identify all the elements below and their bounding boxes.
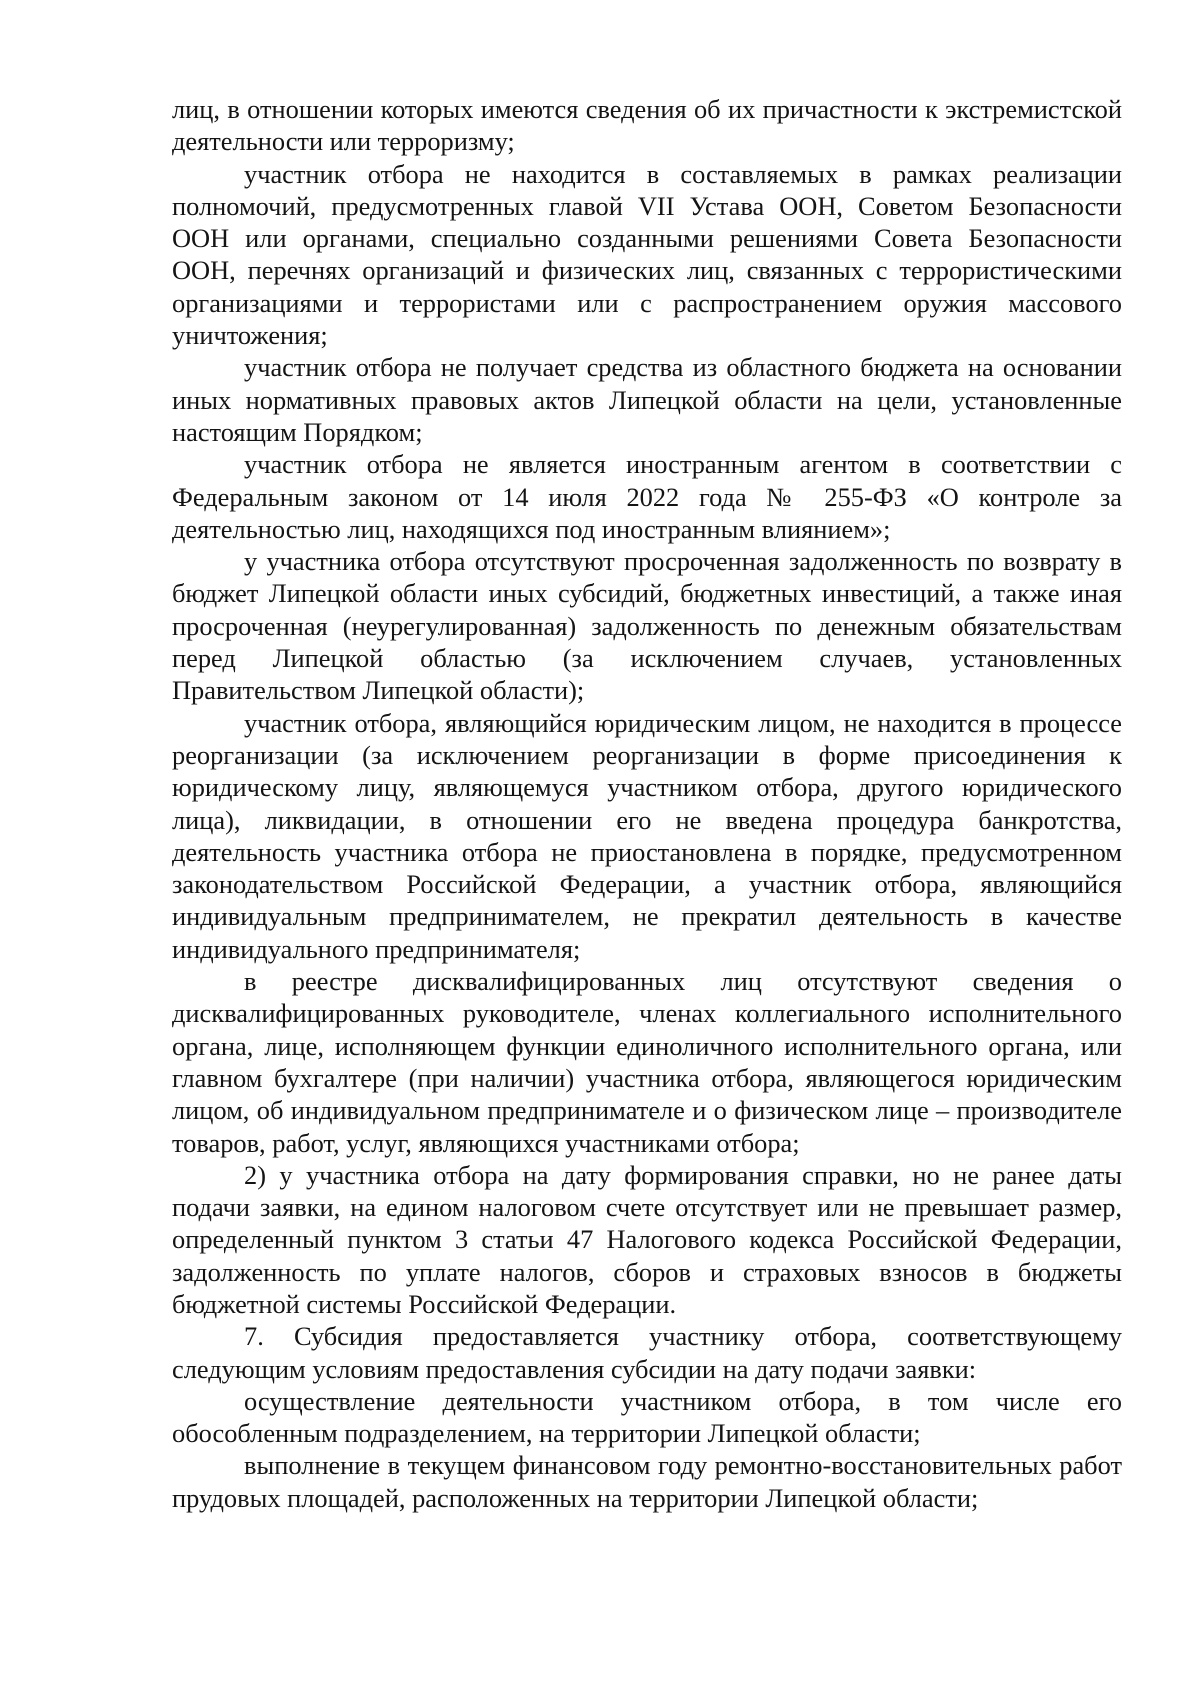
paragraph-disqualified-persons-registry: в реестре дисквалифицированных лиц отсутствуют сведения о дисквалифицированных руководителе, членах коллегиального исполнительного органа, лице, исполняющем функции единоличного исполнительного органа, или главном бухгалтере (при наличии) участника отбора, являющегося юридическим лицом, об индивидуальном предпринимателе и о физическом лице – производителе товаров, работ, услуг, являющихся участниками отбора; bbox=[172, 966, 1122, 1158]
paragraph-tax-debt-clause-2: 2) у участника отбора на дату формирования справки, но не ранее даты подачи заявки, на едином налоговом счете отсутствует или не превышает размер, определенный пунктом 3 статьи 47 Налогового кодекса Российской Федерации, задолженность по уплате налогов, сборов и страховых взносов в бюджеты бюджетной системы Российской Федерации. bbox=[172, 1159, 1122, 1319]
paragraph-continuation-extremism: лиц, в отношении которых имеются сведения об их причастности к экстремистской деятельности или терроризму; bbox=[172, 94, 1122, 157]
document-page bbox=[172, 93, 1122, 1514]
paragraph-no-regional-funds: участник отбора не получает средства из областного бюджета на основании иных нормативных правовых актов Липецкой области на цели, установленные настоящим Порядком; bbox=[172, 352, 1122, 447]
paragraph-no-overdue-debt: у участника отбора отсутствуют просроченная задолженность по возврату в бюджет Липецкой области иных субсидий, бюджетных инвестиций, а также иная просроченная (неурегулированная) задолженность по денежным обязательствам перед Липецкой областью (за исключением случаев, установленных Правительством Липецкой области); bbox=[172, 546, 1122, 706]
paragraph-not-in-reorganization: участник отбора, являющийся юридическим лицом, не находится в процессе реорганизации (за исключением реорганизации в форме присоединения к юридическому лицу, являющемуся участником отбора, другого юридического лица), ликвидации, в отношении его не введена процедура банкротства, деятельность участника отбора не приостановлена в порядке, предусмотренном законодательством Российской Федерации, а участник отбора, являющийся индивидуальным предпринимателем, не прекратил деятельность в качестве индивидуального предпринимателя; bbox=[172, 707, 1122, 964]
paragraph-activity-in-region: осуществление деятельности участником отбора, в том числе его обособленным подразделением, на территории Липецкой области; bbox=[172, 1385, 1122, 1449]
paragraph-pond-restoration-works: выполнение в текущем финансовом году ремонтно-восстановительных работ прудовых площадей, расположенных на территории Липецкой области; bbox=[172, 1450, 1122, 1513]
paragraph-un-sanctions-lists: участник отбора не находится в составляемых в рамках реализации полномочий, предусмотренных главой VII Устава ООН, Советом Безопасности ООН или органами, специально созданными решениями Совета Безопасности ООН, перечнях организаций и физических лиц, связанных с террористическими организациями и террористами или с распространением оружия массового уничтожения; bbox=[172, 158, 1122, 351]
paragraph-not-foreign-agent: участник отбора не является иностранным агентом в соответствии с Федеральным законом от 14 июля 2022 года № 255-ФЗ «О контроле за деятельностью лиц, находящихся под иностранным влиянием»; bbox=[172, 449, 1122, 544]
paragraph-section-7-conditions: 7. Субсидия предоставляется участнику отбора, соответствующему следующим условиям предоставления субсидии на дату подачи заявки: bbox=[172, 1321, 1122, 1384]
